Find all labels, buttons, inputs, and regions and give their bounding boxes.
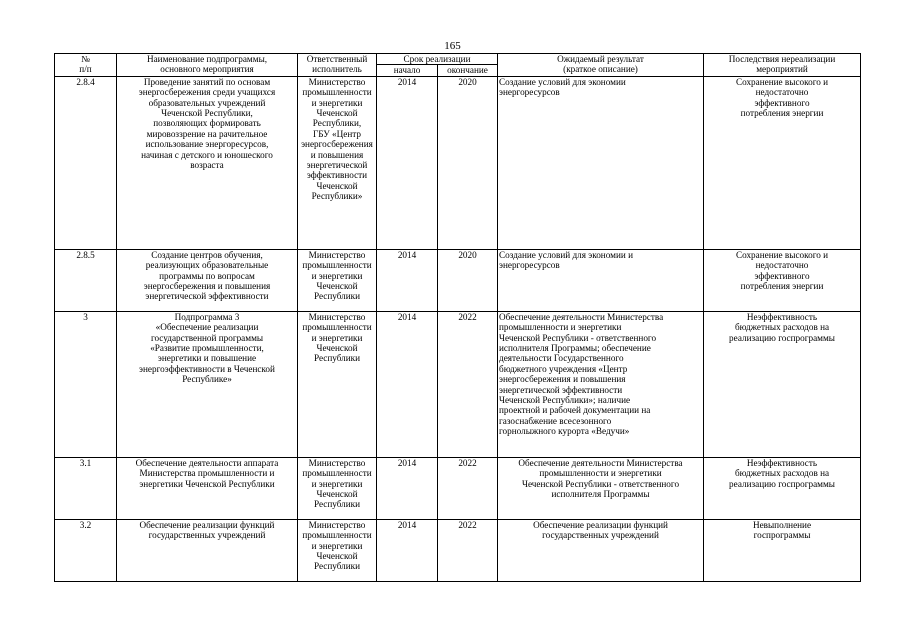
header-period: Срок реализации xyxy=(377,54,498,65)
header-num: № п/п xyxy=(55,54,117,77)
table-row xyxy=(55,249,861,311)
header-end: окончание xyxy=(438,65,498,76)
row-name: Обеспечение деятельности аппарата Министерства промышленности и энергетики Чеченской Республики xyxy=(117,457,298,519)
row-start: 2014 xyxy=(377,519,438,581)
row-consequences: Невыполнение госпрограммы xyxy=(704,519,861,581)
row-executor: Министерство промышленности и энергетики Чеченской Республики xyxy=(298,249,377,311)
row-executor: Министерство промышленности и энергетики Чеченской Республики xyxy=(298,457,377,519)
row-name: Подпрограмма 3 «Обеспечение реализации государственной программы «Развитие промышленности, энергетики и повышение энергоэффективности в Чеченской Республике» xyxy=(117,311,298,457)
row-executor: Министерство промышленности и энергетики Чеченской Республики, ГБУ «Центр энергосбережения и повышения энергетической эффективности Чеченской Республики» xyxy=(298,76,377,249)
table-row xyxy=(55,519,861,581)
row-result: Создание условий для экономии и энергоресурсов xyxy=(498,249,704,311)
row-end: 2022 xyxy=(438,457,498,519)
row-name: Создание центров обучения, реализующих образовательные программы по вопросам энергосбережения и повышения энергетической эффективности xyxy=(117,249,298,311)
page-number: 165 xyxy=(444,40,461,52)
header-result: Ожидаемый результат (краткое описание) xyxy=(498,54,704,77)
row-end: 2020 xyxy=(438,76,498,249)
table-row xyxy=(55,311,861,457)
row-num: 2.8.4 xyxy=(55,76,117,249)
row-start: 2014 xyxy=(377,457,438,519)
table-row xyxy=(55,76,861,249)
row-consequences: Сохранение высокого и недостаточно эффективного потребления энергии xyxy=(704,76,861,249)
row-consequences: Неэффективность бюджетных расходов на реализацию госпрограммы xyxy=(704,457,861,519)
row-end: 2022 xyxy=(438,311,498,457)
row-result: Создание условий для экономии энергоресурсов xyxy=(498,76,704,249)
row-consequences: Неэффективность бюджетных расходов на реализацию госпрограммы xyxy=(704,311,861,457)
header-name: Наименование подпрограммы, основного мероприятия xyxy=(117,54,298,77)
row-num: 2.8.5 xyxy=(55,249,117,311)
row-consequences: Сохранение высокого и недостаточно эффективного потребления энергии xyxy=(704,249,861,311)
row-result: Обеспечение деятельности Министерства промышленности и энергетики Чеченской Республики - ответственного исполнителя Программы xyxy=(498,457,704,519)
header-consequences: Последствия нереализации мероприятий xyxy=(704,54,861,77)
header-executor: Ответственный исполнитель xyxy=(298,54,377,77)
row-start: 2014 xyxy=(377,311,438,457)
table-row xyxy=(55,457,861,519)
row-end: 2022 xyxy=(438,519,498,581)
header-start: начало xyxy=(377,65,438,76)
header-row xyxy=(55,54,861,65)
row-name: Проведение занятий по основам энергосбережения среди учащихся образовательных учреждений Чеченской Республики, позволяющих формировать мировоззрение на рачительное использование энергоресурсов, начиная с детского и юношеского возраста xyxy=(117,76,298,249)
row-end: 2020 xyxy=(438,249,498,311)
row-executor: Министерство промышленности и энергетики Чеченской Республики xyxy=(298,519,377,581)
row-num: 3.1 xyxy=(55,457,117,519)
row-name: Обеспечение реализации функций государственных учреждений xyxy=(117,519,298,581)
row-num: 3.2 xyxy=(55,519,117,581)
row-start: 2014 xyxy=(377,76,438,249)
row-result: Обеспечение реализации функций государственных учреждений xyxy=(498,519,704,581)
row-result: Обеспечение деятельности Министерства промышленности и энергетики Чеченской Республики - ответственного исполнителя Программы; обеспечение деятельности Государственного бюджетного учреждения «Центр энергосбережения и повышения энергетической эффективности Чеченской Республики»; наличие проектной и рабочей документации на газоснабжение всесезонного горнолыжного курорта «Ведучи» xyxy=(498,311,704,457)
measures-table xyxy=(54,53,861,582)
row-num: 3 xyxy=(55,311,117,457)
row-executor: Министерство промышленности и энергетики Чеченской Республики xyxy=(298,311,377,457)
row-start: 2014 xyxy=(377,249,438,311)
